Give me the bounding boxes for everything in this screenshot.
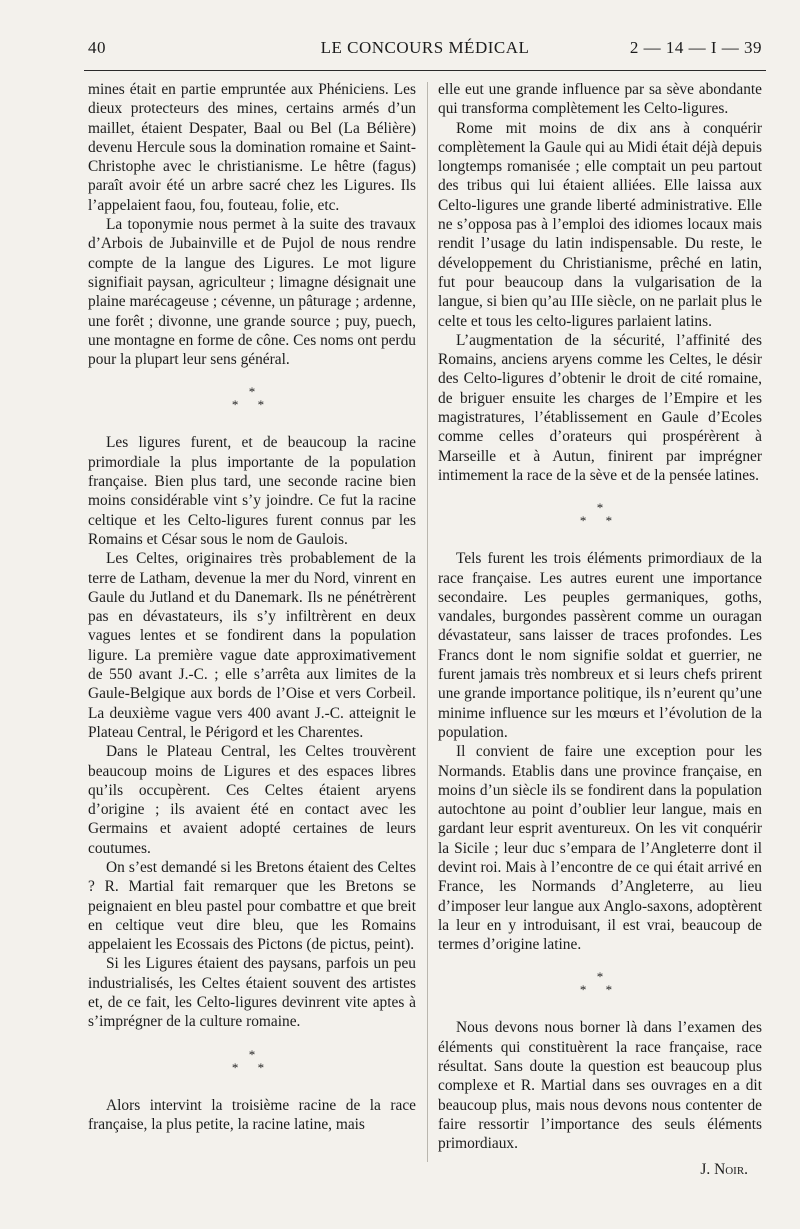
page-number: 40 [88, 38, 106, 57]
paragraph: Dans le Plateau Central, les Celtes trouvèrent beaucoup moins de Ligures et des espaces libres qu’ils occupèrent. Ces Celtes étaient aryens d’origine ; ils avaient été en contact avec les Germains et avaient adopté certaines de leurs coutumes. [88, 743, 416, 857]
section-separator [88, 385, 416, 411]
issue-date: 2 — 14 — I — 39 [629, 38, 762, 57]
header-rule [84, 70, 766, 71]
separator-stars: * * [579, 982, 621, 998]
section-separator [88, 1048, 416, 1074]
separator-star: * [596, 969, 604, 985]
separator-star: * [596, 500, 604, 516]
paragraph: elle eut une grande influence par sa sève abondante qui transforma complètement les Celto-ligures. [438, 81, 762, 118]
section-separator [438, 970, 762, 996]
paragraph: Rome mit moins de dix ans à conquérir complètement la Gaule qui au Midi était déjà depuis longtemps romanisée ; elle comptait un peu partout des tribus qui lui étaient alliées. Elle laissa aux Celto-ligures une grande liberté administrative. Elle ne s’opposa pas à l’emploi des idiomes locaux mais rendit l’usage du latin indispensable. Du reste, le développement du Christianisme, prêché en latin, fut pour beaucoup dans la vulgarisation de la langue, si bien qu’au IIIe siècle, on ne parlait plus le celte et tous les celto-ligures parlaient latins. [438, 119, 762, 330]
paragraph: Les Celtes, originaires très probablement de la terre de Latham, devenue la mer du Nord, vinrent en Gaule du Jutland et du Danemark. Ils ne pénétrèrent pas en dévastateurs, ils s’y infiltrèrent en deux vagues lentes et se fondirent dans la population ligure. La première vague date approximativement de 550 avant J.-C. ; elle s’arrêta aux limites de la Gaule-Belgique aux bords de l’Oise et vers Corbeil. La deuxième vague vers 400 avant J.-C. atteignit le Plateau Central, le Périgord et les Charentes. [88, 550, 416, 741]
paragraph: L’augmentation de la sécurité, l’affinité des Romains, anciens aryens comme les Celtes, le désir des Celto-ligures d’obtenir le droit de cité romaine, de briguer ensuite les charges de l’Empire et les magistratures, l’établissement en Gaule d’Ecoles comme celles d’orateurs qui prospérèrent à Marseille et à Autun, finirent par imprégner intimement la race de la sève et de la pensée latines. [438, 331, 762, 484]
paragraph: Si les Ligures étaient des paysans, parfois un peu industrialisés, les Celtes étaient souvent des artistes et, de ce fait, les Celto-ligures devinrent vite aptes à s’imprégner de la culture romaine. [88, 955, 416, 1031]
paragraph: Alors intervint la troisième racine de la race française, la plus petite, la racine latine, mais [88, 1096, 416, 1133]
page-header [88, 38, 762, 64]
paragraph: La toponymie nous permet à la suite des travaux d’Arbois de Jubainville et de Pujol de nous rendre compte de la langue des Ligures. Le mot ligure signifiait paysan, agriculteur ; limagne désignait une plaine marécageuse ; cévenne, un pâturage ; ardenne, une forêt ; divonne, une grande source ; puy, puech, une montagne en forme de cône. Ces noms ont perdu pour la plupart leur sens général. [88, 216, 416, 369]
paragraph: On s’est demandé si les Bretons étaient des Celtes ? R. Martial fait remarquer que les Bretons se peignaient en bleu pastel pour combattre et que breit en celtique veut dire bleu, que les Romains appelaient les Ecossais des Pictons (de pictus, peint). [88, 858, 416, 954]
separator-star: * [248, 1046, 256, 1062]
left-column [88, 80, 416, 1134]
paragraph: Il convient de faire une exception pour les Normands. Etablis dans une province française, en moins d’un siècle ils se fondirent dans la population autochtone au point d’oublier leur langue, mais en gardant leur esprit aventureux. On les vit conquérir la Sicile ; leur duc s’empara de l’Angleterre dont il devint roi. Mais à l’encontre de ce qui était arrivé en France, les Normands d’Angleterre, au lieu d’imposer leur langue aux Anglo-saxons, adoptèrent la leur en y introduisant, il est vrai, beaucoup de termes d’origine latine. [438, 743, 762, 954]
paragraph: mines était en partie empruntée aux Phéniciens. Les dieux protecteurs des mines, certains armés d’un maillet, étaient Despater, Baal ou Bel (La Bélière) devenu Hercule sous la domination romaine et Saint-Christophe avec le christianisme. Le hêtre (fagus) paraît avoir été un arbre sacré chez les Ligures. Ils l’appelaient faou, fou, fouteau, folie, etc. [88, 81, 416, 214]
section-separator [438, 501, 762, 527]
paragraph: Nous devons nous borner là dans l’examen des éléments qui constituèrent la race française, race résultat. Sans doute la question est beaucoup plus complexe et R. Martial dans ses ouvrages en a dit beaucoup plus, mais nous devons nous contenter de faire ressortir l’importance des seuls éléments primordiaux. [438, 1019, 762, 1153]
paragraph: Les ligures furent, et de beaucoup la racine primordiale la plus importante de la population française. Bien plus tard, une seconde racine bien moins considérable vint s’y joindre. Ce fut la racine celtique et les Celto-ligures furent connus par les Romains et César sous le nom de Gaulois. [88, 434, 416, 548]
separator-stars: * * [231, 1059, 273, 1075]
column-divider [427, 82, 428, 1162]
paragraph: Tels furent les trois éléments primordiaux de la race française. Les autres eurent une importance secondaire. Les peuples germaniques, goths, vandales, burgondes passèrent comme un ouragan dévastateur, sans laisser de traces profondes. Les Francs dont le nom signifie soldat et guerrier, ne furent jamais très nombreux et si leurs chefs prirent une grande importance politique, ils n’eurent qu’une minime influence sur les mœurs et l’évolution de la population. [438, 550, 762, 741]
separator-star: * [248, 384, 256, 400]
journal-title: LE CONCOURS MÉDICAL [320, 38, 530, 57]
separator-stars: * * [579, 513, 621, 529]
separator-stars: * * [231, 397, 273, 413]
right-column [438, 80, 762, 1179]
author-signature: J. Noir. [700, 1160, 748, 1178]
